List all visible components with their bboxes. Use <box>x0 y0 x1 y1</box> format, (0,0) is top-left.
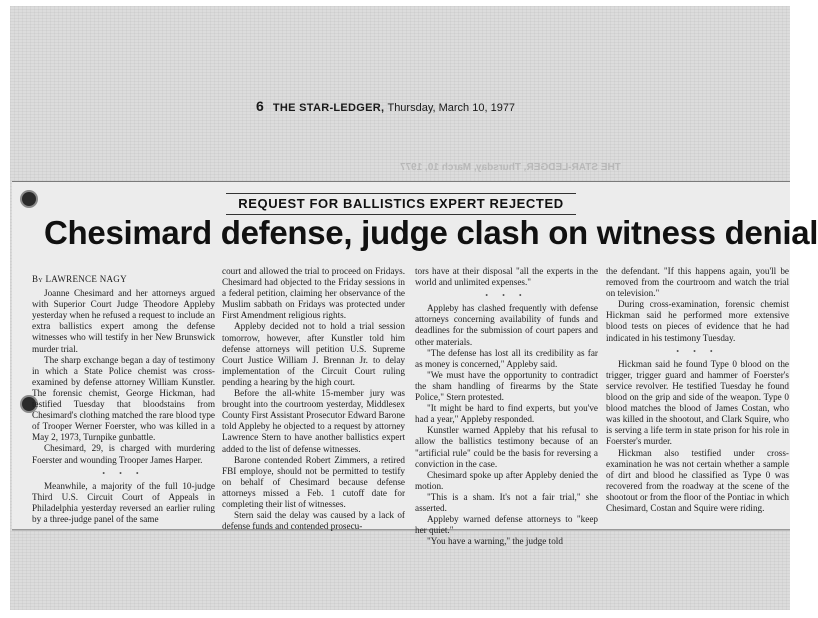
paragraph: the defendant. "If this happens again, you'll be removed from the courtroom and watch the trial on television." <box>606 266 789 299</box>
paragraph: Chesimard, 29, is charged with murdering Foerster and wounding Trooper James Harper. <box>32 443 215 465</box>
paragraph: Before the all-white 15-member jury was brought into the courtroom yesterday, Middlesex County First Assistant Prosecutor Edward Barone told Appleby he objected to a request by attorney Lawrence Stern to have another ballistics expert added to the list of defense witnesses. <box>222 388 405 454</box>
paragraph: "You have a warning," the judge told <box>427 536 563 547</box>
paragraph: Chesimard spoke up after Appleby denied the motion. <box>415 469 598 491</box>
page-dateline <box>256 98 515 114</box>
paragraph: "We must have the opportunity to contradict the sham handling of firearms by the State Police," Stern protested. <box>415 369 598 403</box>
paragraph: Hickman also testified under cross-examination he was not certain whether a sample of dirt and blood he classified as Type 0 was recovered from the roadway at the scene of the shootout or from the floor of the Pontiac in which Chesimard, Costan and Squire were riding. <box>606 447 789 513</box>
article-column-1 <box>32 266 215 528</box>
byline: By LAWRENCE NAGY <box>32 274 127 284</box>
paragraph: Joanne Chesimard and her attorneys argued with Superior Court Judge Theodore Appleby yesterday when he refused a request to include an extra ballistics expert among the defense witnesses who will testify in her New Brunswick murder trial. <box>32 288 215 354</box>
paragraph: Appleby has clashed frequently with defense attorneys concerning availability of funds and deadlines for the submission of court papers and other materials. <box>415 303 598 347</box>
punch-hole-top <box>22 192 36 206</box>
paragraph: tors have at their disposal "all the experts in the world and unlimited expenses." <box>415 266 598 288</box>
article-kicker: REQUEST FOR BALLISTICS EXPERT REJECTED <box>226 193 576 215</box>
paragraph: Appleby decided not to hold a trial session tomorrow, however, after Kunstler told him defense attorneys will petition U.S. Supreme Court Justice William J. Brennan Jr. to delay implementation of the Circuit Court ruling pending a hearing by the high court. <box>222 321 405 387</box>
paragraph: Barone contended Robert Zimmers, a retired FBI employe, should not be permitted to testify on behalf of Chesimard because defense attorneys missed a Feb. 1 cutoff date for completing their list of witnesses. <box>222 454 405 509</box>
article-column-3 <box>415 266 598 547</box>
paragraph: Hickman said he found Type 0 blood on the trigger, trigger guard and hammer of Foerster's service revolver. He testified Tuesday he found blood on the grip and side of the weapon. Type 0 blood matches the blood of James Costan, who was killed in the shootout, and Clark Squire, who is serving a life term in state prison for his role in Foerster's murder. <box>606 358 789 447</box>
paragraph: Meanwhile, a majority of the full 10-judge Third U.S. Circuit Court of Appeals in Philadelphia yesterday reversed an earlier ruling by a three-judge panel of the same <box>32 480 215 524</box>
bleed-through-text: THE STAR-LEDGER, Thursday, March 10, 1977 <box>400 162 621 173</box>
paragraph: Stern said the delay was caused by a lack of defense funds and contended prosecu- <box>222 510 405 532</box>
article-headline: Chesimard defense, judge clash on witness denial <box>44 214 818 251</box>
section-separator: • • • <box>485 291 528 301</box>
issue-date: Thursday, March 10, 1977 <box>387 102 516 114</box>
paragraph: "The defense has lost all its credibility as far as money is concerned," Appleby said. <box>415 347 598 369</box>
article-column-2 <box>222 266 405 532</box>
paragraph: The sharp exchange began a day of testimony in which a State Police chemist was cross-examined by defense attorney William Kunstler. The forensic chemist, George Hickman, had testified Tuesday that bloodstains from Chesimard's clothing matched the rare blood type of Trooper Werner Foerster, who was killed in a May 2, 1973, Turnpike gunbattle. <box>32 354 215 443</box>
paragraph: During cross-examination, forensic chemist Hickman said he performed more extensive blood tests on pieces of evidence that he had indicated in his testimony Tuesday. <box>606 299 789 343</box>
section-separator: • • • <box>676 346 719 356</box>
page-number: 6 <box>256 98 264 114</box>
paragraph: Kunstler warned Appleby that his refusal to allow the ballistics testimony because of an "artificial rule" could be the basis for reversing a conviction in the case. <box>415 425 598 469</box>
paragraph: "It might be hard to find experts, but you've had a year," Appleby responded. <box>415 403 598 425</box>
article-column-4 <box>606 266 789 528</box>
paragraph: Appleby warned defense attorneys to "keep her quiet." <box>415 514 598 536</box>
paragraph: court and allowed the trial to proceed on Fridays. Chesimard had objected to the Friday sessions in a federal petition, claiming her observance of the Muslim sabbath on Fridays was protected under First Amendment religious rights. <box>222 266 405 321</box>
section-separator: • • • <box>102 468 145 478</box>
paragraph: "This is a sham. It's not a fair trial," she asserted. <box>415 491 598 513</box>
newspaper-name: THE STAR-LEDGER, <box>272 102 385 114</box>
